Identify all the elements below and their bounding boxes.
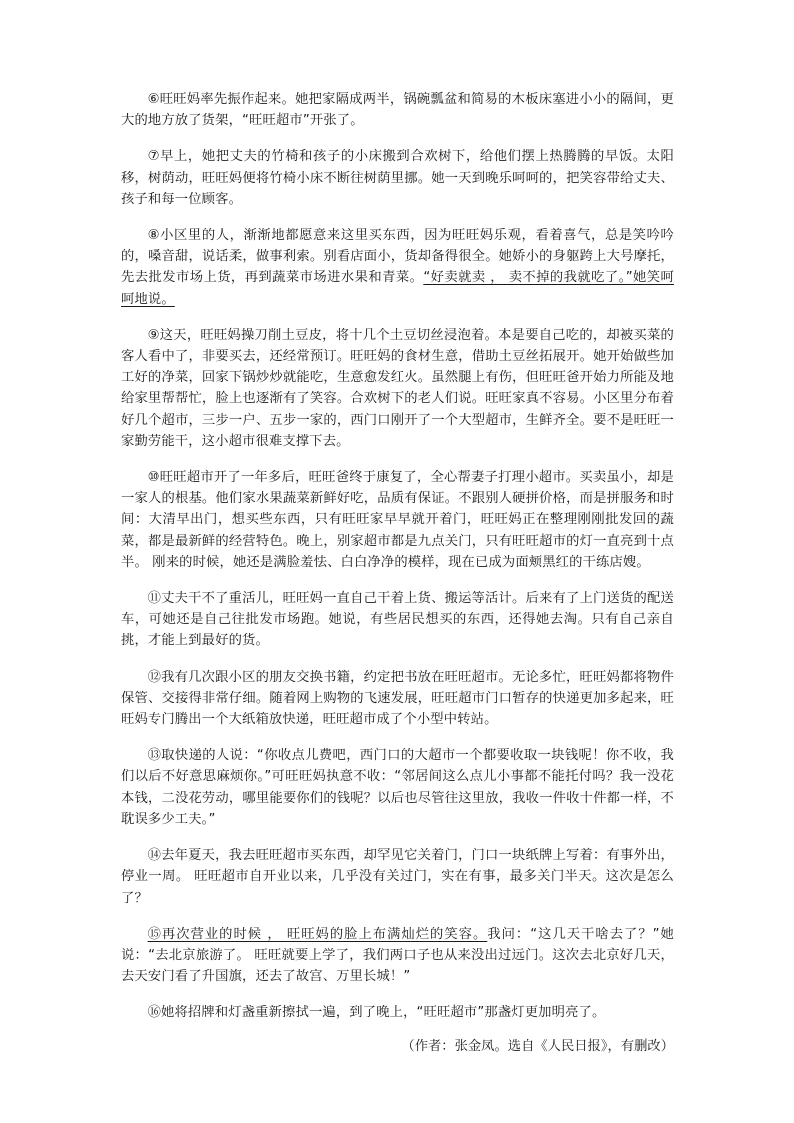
paragraph-11 <box>121 588 674 652</box>
paragraph-text: ⑯她将招牌和灯盏重新擦拭一遍，到了晚上，“旺旺超市”那盏灯更加明亮了。 <box>147 1005 606 1021</box>
paragraph-text: ⑪丈夫干不了重活儿，旺旺妈一直自己干着上货、搬运等活计。后来有了上门送货的配送车，可她还是自己往批发市场跑。她说，有些居民想买的东西，还得她去淘。只有自己亲自挑，才能上到最好的货。 <box>121 591 674 649</box>
paragraph-text: 我问：“这几天干啥去了？”她说：“去北京旅游了。 旺旺就要上学了，我们两口子也从来没出过远门。这次去北京好几天，去天安门看了升国旗，还去了故宫、万里长城！” <box>121 926 674 985</box>
paragraph-7 <box>121 146 674 210</box>
paragraph-14 <box>121 845 674 909</box>
paragraph-15 <box>121 924 674 988</box>
author-credit: （作者：张金凤。选自《人民日报》，有删改） <box>401 1038 674 1054</box>
paragraph-text: ⑭去年夏天，我去旺旺超市买东西，却罕见它关着门，门口一块纸牌上写着：有事外出，停业一周。 旺旺超市自开业以来，几乎没有关过门，实在有事，最多关门半天。这次是怎么了？ <box>121 848 674 906</box>
paragraph-16 <box>121 1002 674 1023</box>
underlined-sentence: “好卖就卖 ， 卖不掉的我就吃了。”她笑呵呵地说。 <box>121 270 674 307</box>
paragraph-text: ⑧小区里的人，渐渐地都愿意来这里买东西，因为旺旺妈乐观，看着喜气，总是笑吟吟的，嗓音甜，说话柔，做事利索。别看店面小，货却备得很全。她娇小的身躯跨上大号摩托，先去批发市场上货，再到蔬菜市场进水果和青菜。 <box>121 228 674 286</box>
paragraph-text: ⑬取快递的人说：“你收点儿费吧，西门口的大超市一个都要收取一块钱呢！你不收，我们以后不好意思麻烦你。”可旺旺妈执意不收：“邻居间这么点儿小事都不能托付吗？我一没花本钱，二没花劳动，哪里能要你们的钱呢？以后也尽管往这里放，我收一件收十件都一样，不耽误多少工夫。” <box>121 748 674 827</box>
paragraph-9 <box>121 325 674 452</box>
paragraph-12 <box>121 667 674 731</box>
paragraph-8 <box>121 225 674 310</box>
underlined-sentence: ⑮再次营业的时候 ， 旺旺妈的脸上布满灿烂的笑容。 <box>147 926 488 942</box>
paragraph-10 <box>121 467 674 573</box>
paragraph-text: ⑦早上，她把丈夫的竹椅和孩子的小床搬到合欢树下，给他们摆上热腾腾的早饭。太阳移，树荫动，旺旺妈便将竹椅小床不断往树荫里挪。她一天到晚乐呵呵的，把笑容带给丈夫、孩子和每一位顾客。 <box>121 149 674 207</box>
paragraph-text: ⑥旺旺妈率先振作起来。她把家隔成两半，锅碗瓢盆和简易的木板床塞进小小的隔间，更大的地方放了货架，“旺旺超市”开张了。 <box>121 92 674 129</box>
article <box>121 89 674 1057</box>
paragraph-text: ⑩旺旺超市开了一年多后，旺旺爸终于康复了，全心帮妻子打理小超市。买卖虽小，却是一家人的根基。他们家水果蔬菜新鲜好吃，品质有保证。不跟别人硬拼价格，而是拼服务和时间：大清早出门，想买些东西，只有旺旺家早早就开着门，旺旺妈正在整理刚刚批发回的蔬菜，都是最新鲜的经营特色。晚上，别家超市都是九点关门，只有旺旺超市的灯一直亮到十点半。 刚来的时候，她还是满脸羞怯、白白净净的模样，现在已成为面颊黑红的干练店嫂。 <box>121 470 674 570</box>
paragraph-text: ⑫我有几次跟小区的朋友交换书籍，约定把书放在旺旺超市。无论多忙，旺旺妈都将物件保管、交接得非常仔细。随着网上购物的飞速发展，旺旺超市门口暂存的快递更加多起来，旺旺妈专门腾出一个大纸箱放快递，旺旺超市成了个小型中转站。 <box>121 669 674 728</box>
paragraph-13 <box>121 745 674 830</box>
paragraph-text: ⑨这天，旺旺妈操刀削土豆皮，将十几个土豆切丝浸泡着。本是要自己吃的，却被买菜的客人看中了，非要买去，还经常预订。旺旺妈的食材生意，借助土豆丝拓展开。她开始做些加工好的净菜，回家下锅炒炒就能吃，生意愈发红火。虽然腿上有伤，但旺旺爸开始力所能及地给家里帮帮忙，脸上也逐渐有了笑容。合欢树下的老人们说。旺旺家真不容易。小区里分布着好几个超市，三步一户、五步一家的，西门口刚开了一个大型超市，生鲜齐全。要不是旺旺一家勤劳能干，这小超市很难支撑下去。 <box>121 327 674 449</box>
paragraph-6 <box>121 89 674 131</box>
